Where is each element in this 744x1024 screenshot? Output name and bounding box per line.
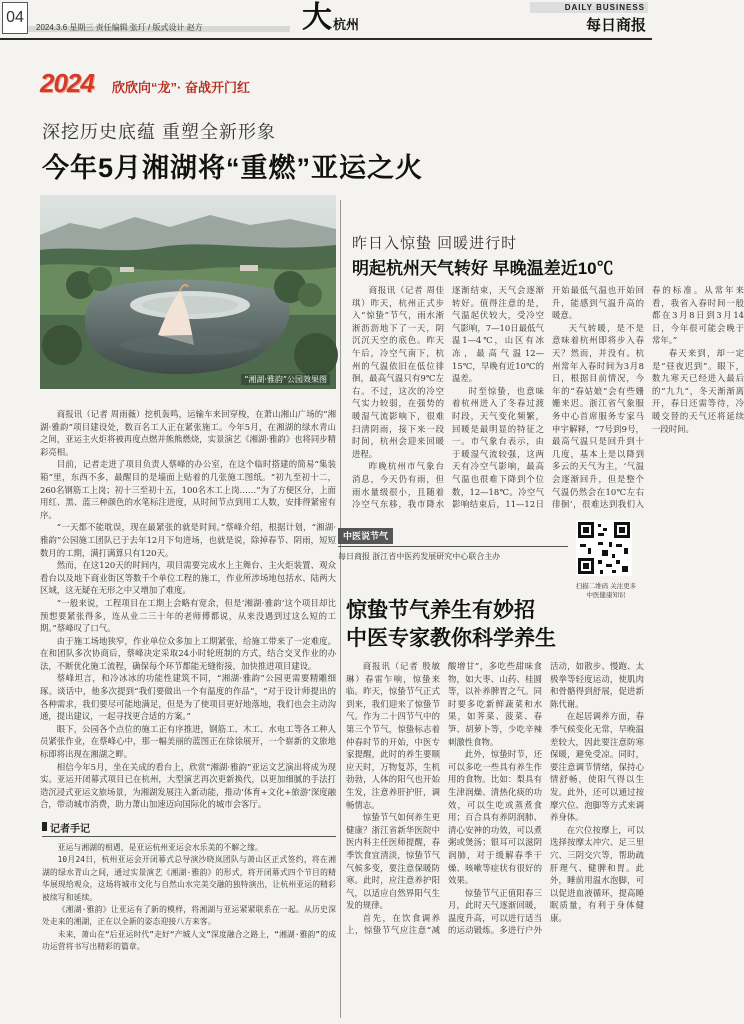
qr-caption: 扫描二维码 关注更多中医健康知识 xyxy=(575,582,637,599)
notes-body xyxy=(42,842,336,1018)
weather-body xyxy=(352,284,744,514)
paragraph: 天气转暖，是不是意味着杭州即将步入春天？然而，并没有。杭州常年入春时间为3月8日，根据目前情况，今年的“春姑娘”会有些姗姗来迟。浙江省气象服务中心首席服务专家马申宇解释，“7号到9号，最高气温只是回升到十几度，基本上是以降到多云的天气为主，‘气温会逐渐回升，但是整个气温仍然会在10℃左右徘徊’，很难达到我们入春的标准。从常年来看，我省入春时间一般都在3月8日到3月14日，今年很可能会晚于常年。” xyxy=(552,285,744,510)
column-divider xyxy=(340,200,341,1018)
qr-code[interactable] xyxy=(576,520,632,576)
paragraph: 在穴位按摩上，可以选择按摩太冲穴、足三里穴、三阴交穴等，帮助疏肝理气、健脾和胃。此外，睡前用温水泡脚，可以促进血液循环，提高睡眠质量，有利于身体健康。 xyxy=(550,824,644,923)
paragraph: 亚运与湘湖的相遇，是亚运杭州亚运会水乐美的不解之缘。 xyxy=(57,843,263,852)
column-tag: 中医说节气 xyxy=(338,528,393,544)
section-logo-city: 杭州 xyxy=(333,17,360,32)
page-header xyxy=(0,0,652,40)
paragraph: 春天来到，却一定是“昼夜迟到”。眼下，数九寒天已经进入最后的“九九”，冬天渐渐离开，春日还需等待，冷暖交替的天气还将延续一段时间。 xyxy=(652,347,744,434)
brand-name-en: DAILY BUSINESS xyxy=(530,2,648,13)
weather-headline: 明起杭州天气转好 早晚温差近10℃ xyxy=(352,259,614,278)
paragraph: 10月24日，杭州亚运会开闭幕式总导演沙晓岚团队与萧山区正式签约，将在湘湖的绿水青山之间，通过实景演艺《湘湖·雅韵》的形式，将开闭幕式四个节目的精华展现给观众，这场将城市文化与自然山水完美交融的独特演出，让杭州亚运的精彩被续写和延续。 xyxy=(42,855,336,902)
lead-headline: 今年5月湘湖将“重燃”亚运之火 xyxy=(42,153,424,183)
paragraph: “一天都不能耽误，现在最紧张的就是时间。”蔡峰介绍，根据计划，“湘湖·雅韵”公园施工团队已于去年12月下旬进场，也就是说，除掉春节、阴雨，短短数月的工期，满打满算只有120天。 xyxy=(40,522,336,558)
lead-body xyxy=(40,408,336,810)
brand-name-cn: 每日商报 xyxy=(585,17,646,34)
paragraph: 眼下，公园各个点位的施工正有序推进，钢筋工、木工、水电工等各工种人员紧张作业，在蔡峰心中，那一幅美丽的蓝图正在徐徐展开，一个崭新的文旅地标即将出现在湘湖之畔。 xyxy=(40,723,336,760)
tcm-headline-line1: 惊蛰节气养生有妙招 xyxy=(346,599,535,622)
paragraph: 商报讯（记者 殷敏琳）春雷乍响，惊蛰来临。昨天，惊蛰节气正式到来，我们迎来了惊蛰节气。作为二十四节气中的第三个节气，惊蛰标志着仲春时节的开始，中医专家提醒，此时的养生要顺应天时，万物复苏，生机勃勃，人体的阳气也开始生发，注意养肝护肝，调畅情志。 xyxy=(346,661,440,810)
paragraph: 惊蛰节气正值阳春三月，此时天气逐渐回暖，温度升高，可以进行适当的运动锻炼。多进行户外活动，如散步、慢跑、太极拳等轻度运动，使肌肉和骨骼得到舒展，促进新陈代谢。 xyxy=(448,661,644,936)
edition-info: 2024.3.6 星期三 责任编辑 张玎 / 版式设计 赵方 xyxy=(36,23,203,32)
lead-subhead: 深挖历史底蕴 重塑全新形象 xyxy=(42,122,276,142)
photo-caption: “湘湖·雅韵”公园效果图 xyxy=(241,374,330,385)
tcm-body xyxy=(346,660,644,1018)
page-number: 04 xyxy=(2,2,28,34)
banner-text: 欣欣向“龙”· 奋战开门红 xyxy=(112,80,250,95)
paragraph: “一般来说，工程项目在工期上会略有宽余，但是‘湘湖·雅韵’这个项目却比预想要紧张得多，连从业二三十年的老师傅都说，从来没遇到过这么短的工期。”蔡峰叹了口气。 xyxy=(40,597,336,634)
paragraph: 在起居调养方面，春季气候变化无常，早晚温差较大，因此要注意防寒保暖，避免受凉。同时，要注意调节情绪，保持心情舒畅，使阳气得以生发。此外，还可以通过按摩穴位、泡脚等方式来调养身体。 xyxy=(550,711,644,823)
section-logo-char: 大 xyxy=(302,0,332,35)
tcm-headline-line2: 中医专家教你科学养生 xyxy=(346,627,556,650)
paragraph: 目前，记者走进了项目负责人蔡峰的办公室，在这个临时搭建的简易“集装箱”里，东西不多，最醒目的是墙面上贴着的几张施工图纸。“初九至初十二，260名钢筋工上岗；初十三至初十五，100名木工上岗……”为了方便区分，上面用红、黑、蓝三种颜色的水笔标注进度，从时间节点到用工人数，安排得紧密有序。 xyxy=(40,459,336,520)
paragraph: 相信今年5月，坐在关成的看台上，欣赏“湘湖·雅韵”亚运文艺演出将成为现实。亚运开闭幕式项目已在杭州，大型演艺再次更新换代，以更加细腻的手法打造沉浸式亚运文旅场景，为湘湖发展注入新动能，推动‘体育+文化+旅游’深度融合，带动城市消费，助力萧山加速迈向国际化的城市会客厅。 xyxy=(40,761,336,810)
paragraph: 惊蛰节气如何养生更健康？浙江省新华医院中医内科主任医师提醒，春季饮食宜清淡，惊蛰节气气候多变，要注意保暖防寒。此时，应注意养护阳气，以适应自然界阳气生发的规律。 xyxy=(346,812,440,911)
qr-code-icon xyxy=(576,520,632,576)
paragraph: 由于施工场地狭窄，作业单位众多加上工期紧张，给施工带来了一定难度。在和团队多次协商后，蔡峰决定采取24小时轮班制的方式，结合交叉作业的办法，不断优化施工流程，确保每个环节都能无缝衔接，加快推进项目建设。 xyxy=(40,635,336,671)
paragraph: 蔡峰坦言，和冷冰冰的功能性建筑不同，“湘湖·雅韵”公园更需要精雕细琢。谈话中，他多次提到“我们要做出一个有温度的作品”，“对于设计师提出的各种需求，我们要尽可能地满足，但是为了使项目更好地落地，我们也会主动沟通，提出建议，一起寻找更合适的方案。” xyxy=(40,673,336,722)
paragraph: 首先，在饮食调养上，惊蛰节气应注意“减酸增甘”，多吃些甜味食物，如大枣、山药、桂圆等，以补养脾胃之气。同时要多吃新鲜蔬菜和水果，如荠菜、菠菜、春笋、胡萝卜等，少吃辛辣刺激性食物。 xyxy=(346,661,542,936)
paragraph: 未来，萧山在“后亚运时代”走好“产城人文”深度融合之路上，“湘湖·雅韵”的成功运营将书写出精彩的篇章。 xyxy=(42,929,336,952)
paragraph: 商报讯（记者 周佳琪）昨天，杭州正式步入“惊蛰”节气，雨水淅淅沥沥地下了一天，阴沉沉天空的底色。昨天午后，冷空气南下，杭州的气温依旧在低位徘徊，最高气温只有9℃左右。不过，这次的冷空气实力较弱，在强势的暖湿气流影响下，很难扫清阴雨，接下来一段时间，杭州会迎来回暖进程。 xyxy=(352,285,444,459)
park-rendering-image xyxy=(40,195,336,389)
weather-subhead: 昨日入惊蛰 回暖进行时 xyxy=(352,235,518,252)
paragraph: 《湘湖·雅韵》让亚运有了新的模样，将湘湖与亚运紧紧联系在一起。从历史深处走来的湘湖，正在以全新的姿态迎接八方来客。 xyxy=(42,905,336,927)
paragraph: 然而，在这120天的时间内，项目需要完成水上主舞台、主火炬装置、观众看台以及地下商业街区等数千个单位工程的施工，作业所涉场地包括水、陆两大区域，这无疑在无形之中又增加了难度。 xyxy=(40,560,336,596)
tcm-source: 每日商报 浙江省中医药发展研究中心联合主办 xyxy=(338,552,501,561)
topic-banner xyxy=(40,68,320,98)
banner-year: 2024 xyxy=(40,68,94,98)
notes-title: 记者手记 xyxy=(50,824,90,835)
paragraph: 时至惊蛰，也意味着杭州进入了冬春过渡时段，天气变化频繁，回暖是最明显的特征之一。市气象台表示，由于暖湿气流较强，这两天有冷空气影响，最高气温也很难下降到个位数，12—18℃。冷空气影响结束后，11—12日开始最低气温也开始回升，能感到气温升高的暖意。 xyxy=(452,285,644,510)
paragraph: 商报讯（记者 周雨薇）挖机轰鸣，运输车来回穿梭，在萧山湘山广场的“湘湖·雅韵”项目建设处，数百名工人正在紧张施工。今年5月，在湘湖的绿水青山之间，亚运主火炬将被再度点燃并熊熊燃烧，实景演艺《湘湖·雅韵》也将同步精彩亮相。 xyxy=(40,409,336,457)
paragraph: 此外，惊蛰时节，还可以多吃一些具有养生作用的食物。比如：梨具有生津润燥、清热化痰的功效，可以生吃或蒸煮食用；百合具有养阴润肺、清心安神的功效，可以煮粥或煲汤；银耳可以滋阴润肺，对于缓解春季干燥、咳嗽等症状有很好的效果。 xyxy=(448,749,542,886)
paragraph: 昨晚杭州市气象台消息，今天仍有雨，但雨水量级很小，且随着冷空气东移，我市降水逐渐结束，天气会逐渐转好。值得注意的是，气温起伏较大，受冷空气影响，7—10日最低气温1—4℃，山区有冰冻，最高气温12—15℃，早晚有近10℃的温差。 xyxy=(352,285,544,510)
column-tag-rule xyxy=(338,546,568,547)
lead-photo xyxy=(40,195,336,389)
notes-rule xyxy=(42,836,336,837)
notes-marker xyxy=(42,822,47,831)
